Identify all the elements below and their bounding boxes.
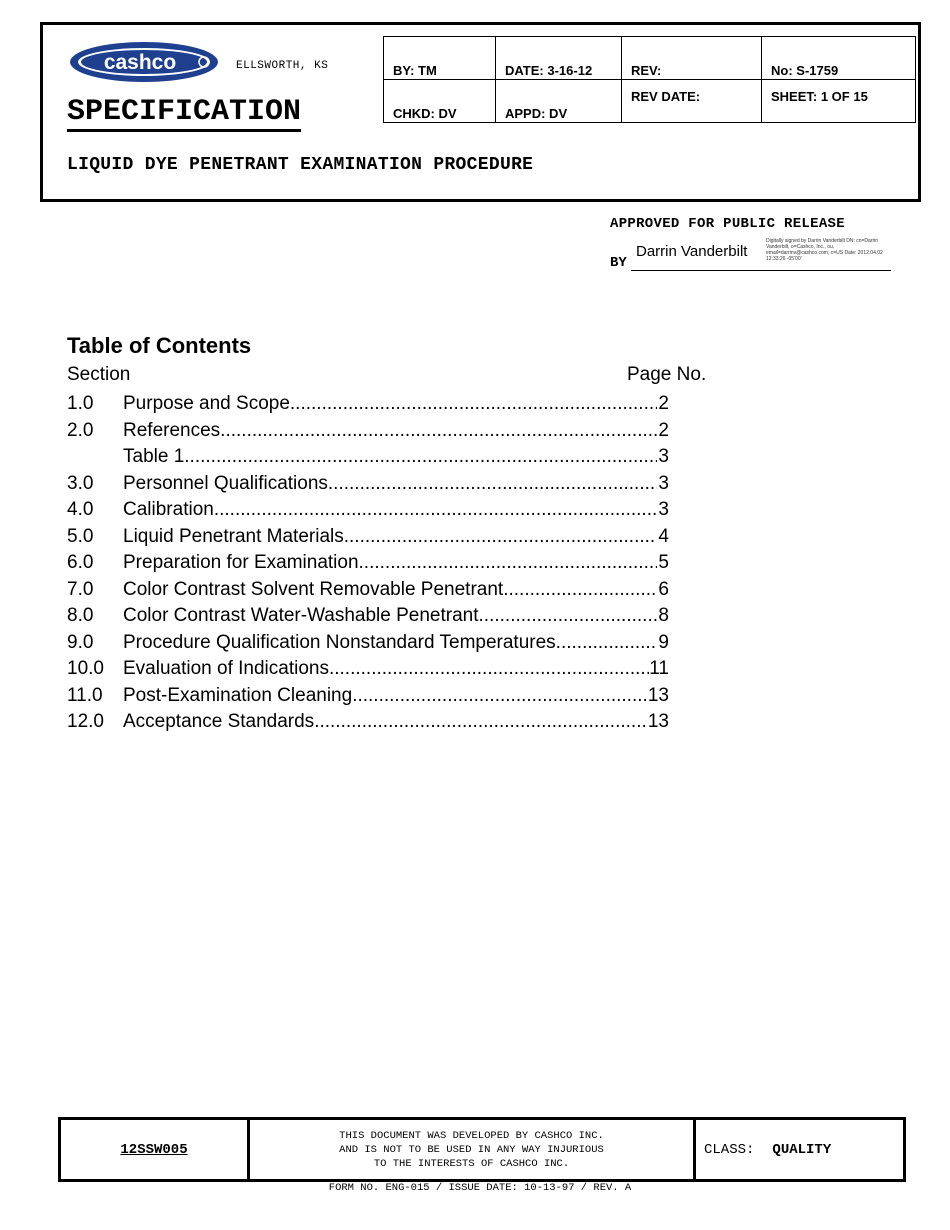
toc-entry-page: 3	[658, 444, 669, 471]
signer-name: Darrin Vanderbilt	[636, 243, 748, 260]
toc-entry-page: 3	[658, 497, 669, 524]
cashco-logo	[68, 40, 220, 84]
class-value: QUALITY	[772, 1141, 832, 1158]
toc-entry-title: Acceptance Standards .....	[123, 709, 657, 736]
toc-entry-number: 3.0	[67, 472, 94, 494]
class-label: CLASS:	[704, 1141, 755, 1158]
toc-entry-page: 11	[649, 656, 669, 683]
approval-label: APPROVED FOR PUBLIC RELEASE	[610, 216, 845, 232]
toc-heading: Table of Contents	[67, 333, 252, 358]
toc-entry-number: 12.0	[67, 711, 104, 732]
toc-entry-number: 1.0	[67, 393, 94, 414]
ownership-notice	[250, 1120, 696, 1179]
toc-entry-number: 7.0	[67, 578, 94, 600]
document-code: 12SSW005	[61, 1120, 250, 1179]
city-label: ELLSWORTH, KS	[236, 60, 329, 72]
toc-entry-page: 9	[658, 630, 669, 657]
signature-details: Digitally signed by Darrin Vanderbilt DN: cn=Darrin Vanderbilt, o=Cashco, Inc., ou, email=darrinv@cashco.com, c=US Date: 2012.04.02 12:33:26 -05'00'	[766, 238, 883, 262]
logo-text: cashco	[103, 51, 177, 74]
toc-entry-page: 3	[658, 471, 669, 498]
sheet-cell: SHEET: 1 OF 15	[762, 80, 916, 123]
toc-entry-page: 6	[658, 577, 669, 604]
toc-entry-title: Liquid Penetrant Materials .....	[123, 524, 657, 551]
toc-entry-page: 2	[658, 391, 669, 418]
document-title: LIQUID DYE PENETRANT EXAMINATION PROCEDURE	[67, 155, 534, 175]
toc-entry	[67, 577, 687, 604]
toc-entry-number: 11.0	[67, 684, 103, 706]
signature-line	[631, 270, 891, 271]
notice-line: TO THE INTERESTS OF CASHCO INC.	[373, 1157, 570, 1170]
toc-entry-page: 13	[648, 709, 669, 736]
spec-title: SPECIFICATION	[67, 96, 301, 132]
toc-entry-number: 10.0	[67, 658, 104, 679]
toc-entry	[67, 630, 687, 657]
toc-entry-page: 4	[658, 524, 669, 551]
toc-entry-number: 5.0	[67, 525, 94, 547]
rev-cell: REV:	[622, 37, 762, 80]
appd-cell: APPD: DV	[496, 80, 622, 123]
toc-entry	[67, 656, 687, 683]
chkd-cell: CHKD: DV	[384, 80, 496, 123]
toc-entry-title: Color Contrast Solvent Removable Penetrant .....	[123, 577, 657, 604]
toc-entry-title: Procedure Qualification Nonstandard Temperatures .....	[123, 630, 657, 657]
toc-entry	[67, 497, 687, 524]
toc-entry	[67, 709, 687, 736]
toc-entry-number: 4.0	[67, 499, 94, 520]
toc-entry-page: 13	[648, 683, 669, 710]
toc-section-label: Section	[67, 364, 131, 385]
revision-table	[383, 36, 916, 123]
footer-box	[58, 1117, 906, 1182]
classification	[696, 1120, 903, 1179]
toc-entry	[67, 444, 687, 471]
toc-entry-page: 8	[658, 603, 669, 630]
toc-entry	[67, 550, 687, 577]
toc-entry-title: References .....	[123, 418, 657, 445]
toc-entry	[67, 471, 687, 498]
toc-entry-title: Color Contrast Water-Washable Penetrant .....	[123, 603, 657, 630]
form-number: FORM NO. ENG-015 / ISSUE DATE: 10-13-97 / REV. A	[328, 1182, 632, 1194]
rev-date-cell: REV DATE:	[622, 80, 762, 123]
toc-entry-title: Evaluation of Indications .....	[123, 656, 657, 683]
number-cell: No: S-1759	[762, 37, 916, 80]
toc-entry-page: 2	[658, 418, 669, 445]
notice-line: AND IS NOT TO BE USED IN ANY WAY INJURIOUS	[339, 1143, 604, 1156]
toc-list	[67, 391, 687, 736]
notice-line: THIS DOCUMENT WAS DEVELOPED BY CASHCO INC.	[339, 1129, 604, 1142]
toc-page-label: Page No.	[627, 364, 707, 385]
toc-entry-title: Purpose and Scope .....	[123, 391, 657, 418]
toc-entry-page: 5	[658, 550, 669, 577]
toc-entry-title: Preparation for Examination .....	[123, 550, 657, 577]
toc-entry	[67, 418, 687, 445]
toc-entry	[67, 391, 687, 418]
toc-entry	[67, 524, 687, 551]
toc-entry-title: Table 1 .....	[123, 444, 657, 471]
toc-entry-number: 2.0	[67, 419, 94, 441]
toc-entry	[67, 683, 687, 710]
toc-entry-number: 8.0	[67, 605, 94, 626]
toc-entry	[67, 603, 687, 630]
toc-entry-title: Personnel Qualifications .....	[123, 471, 657, 498]
date-cell: DATE: 3-16-12	[496, 37, 622, 80]
toc-entry-number: 6.0	[67, 552, 94, 573]
toc-entry-title: Post-Examination Cleaning .....	[123, 683, 657, 710]
approval-by-label: BY	[610, 255, 627, 271]
toc-entry-title: Calibration .....	[123, 497, 657, 524]
by-cell: BY: TM	[384, 37, 496, 80]
toc-entry-number: 9.0	[67, 631, 94, 653]
